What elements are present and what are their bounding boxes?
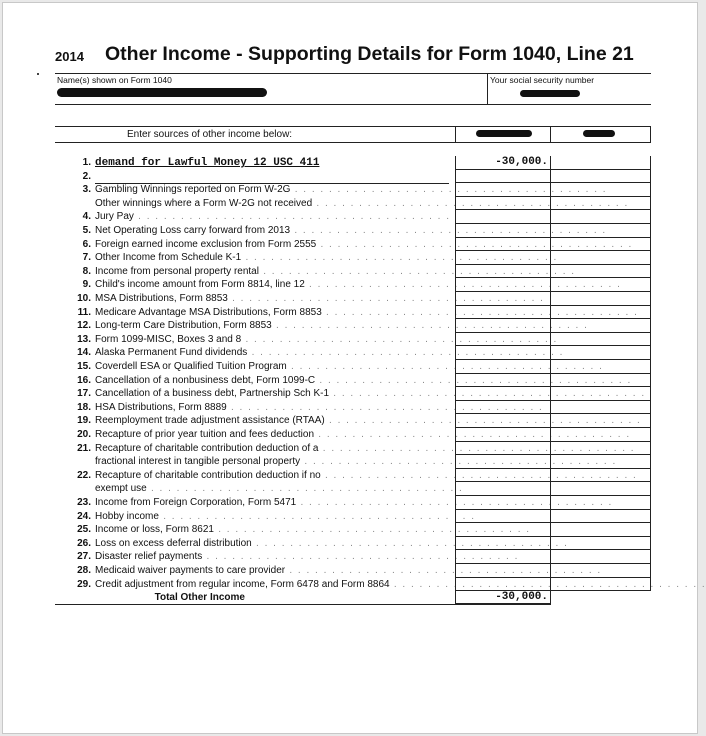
line-description-text: Child's income amount from Form 8814, line 12 bbox=[95, 279, 305, 291]
line-description-text: Form 1099-MISC, Boxes 3 and 8 bbox=[95, 333, 242, 345]
amount-cell[interactable] bbox=[455, 401, 551, 415]
amount-cell[interactable] bbox=[455, 346, 551, 360]
line-description-text: Recapture of charitable contribution deduction if no bbox=[95, 469, 321, 481]
line1-underline bbox=[95, 183, 449, 184]
line-description bbox=[95, 497, 613, 508]
second-amount-cell[interactable] bbox=[551, 578, 651, 592]
line-number: 17. bbox=[77, 388, 91, 400]
second-amount-cell[interactable] bbox=[551, 251, 651, 265]
line-number: 26. bbox=[77, 537, 91, 549]
table-row bbox=[55, 278, 651, 292]
line-description-text: Other winnings where a Form W-2G not received bbox=[95, 197, 313, 209]
table-row bbox=[55, 156, 651, 170]
second-amount-cell[interactable] bbox=[551, 387, 651, 401]
line-description bbox=[95, 306, 639, 318]
line-description bbox=[95, 429, 631, 440]
table-row bbox=[55, 224, 651, 238]
leader-dots: . . . . . . . . . . . . . . . . . . . . . . . . . . . . . . . . . . . . . bbox=[251, 537, 569, 549]
line-number: 13. bbox=[77, 333, 91, 345]
table-row bbox=[55, 455, 651, 469]
leader-dots: . . . . . . . . . . . . . . . . . . . . . . . . . . . . . . . . . . . . . bbox=[226, 401, 544, 413]
second-amount-cell[interactable] bbox=[551, 537, 651, 551]
amount-cell[interactable] bbox=[455, 414, 551, 428]
amount-cell[interactable] bbox=[455, 210, 551, 224]
second-amount-cell[interactable] bbox=[551, 210, 651, 224]
table-row bbox=[55, 401, 651, 415]
line-description-text: Credit adjustment from regular income, Form 6478 and Form 8864 bbox=[95, 578, 390, 590]
line-description bbox=[95, 442, 636, 454]
amount-cell[interactable] bbox=[455, 550, 551, 564]
line-description-text: Foreign earned income exclusion from Form 2555 bbox=[95, 238, 317, 250]
line-number: 14. bbox=[77, 347, 91, 359]
amount-cell[interactable] bbox=[455, 374, 551, 388]
amount-cell[interactable] bbox=[455, 469, 551, 483]
second-amount-cell[interactable] bbox=[551, 455, 651, 469]
second-amount-cell[interactable] bbox=[551, 306, 651, 320]
line-description bbox=[95, 320, 589, 332]
line-description bbox=[95, 565, 602, 576]
line-number: 3. bbox=[82, 184, 91, 196]
line-description bbox=[95, 456, 617, 468]
line-number: 28. bbox=[77, 565, 91, 576]
line-description-text: MSA Distributions, Form 8853 bbox=[95, 293, 228, 304]
line-number: 25. bbox=[77, 524, 91, 536]
taxpayer-id-box bbox=[55, 73, 651, 105]
leader-dots: . . . . . . . . . . . . . . . . . . . . . . . . . . . . . . . . . . . . . bbox=[304, 279, 622, 291]
table-row bbox=[55, 170, 651, 184]
amount-cell[interactable] bbox=[455, 265, 551, 279]
amount-cell[interactable] bbox=[455, 197, 551, 211]
leader-dots: . . . . . . . . . . . . . . . . . . . . . . . . . . . . . . . . . . . . . bbox=[271, 320, 589, 332]
second-amount-cell[interactable] bbox=[551, 156, 651, 170]
amount-cell[interactable] bbox=[455, 278, 551, 292]
leader-dots: . . . . . . . . . . . . . . . . . . . . . . . . . . . . . . . . . . . . . bbox=[241, 252, 558, 264]
line-number: 24. bbox=[77, 510, 91, 522]
name-label: Name(s) shown on Form 1040 bbox=[57, 75, 172, 85]
table-row bbox=[55, 346, 651, 360]
leader-dots: . . . . . . . . . . . . . . . . . . . . . . . . . . . . . . . . . . . . . bbox=[321, 306, 639, 318]
table-row bbox=[55, 374, 651, 388]
line-description bbox=[95, 225, 607, 236]
line-description bbox=[95, 279, 622, 291]
leader-dots: . . . . . . . . . . . . . . . . . . . . . . . . . . . . . . . . . . . . . bbox=[133, 211, 451, 223]
table-row bbox=[55, 197, 651, 211]
leader-dots: . . . . . . . . . . . . . . . . . . . . . . . . . . . . . . . . . . . . . bbox=[202, 551, 519, 563]
amount-cell[interactable] bbox=[455, 156, 551, 170]
leader-dots: . . . . . . . . . . . . . . . . . . . . . . . . . . . . . . . . . . . . . bbox=[290, 184, 608, 196]
amount-cell[interactable] bbox=[455, 537, 551, 551]
line-description-text: exempt use bbox=[95, 483, 147, 495]
leader-dots: . . . . . . . . . . . . . . . . . . . . . . . . . . . . . . . . . . . . . bbox=[241, 333, 558, 345]
line-description-text: Cancellation of a business debt, Partnership Sch K-1 bbox=[95, 388, 330, 400]
redacted-header-2 bbox=[583, 130, 615, 137]
leader-dots: . . . . . . . . . . . . . . . . . . . . . . . . . . . . . . . . . . . . . bbox=[296, 497, 613, 508]
table-row bbox=[55, 319, 651, 333]
line-number: 2. bbox=[82, 170, 91, 182]
line-description bbox=[95, 252, 558, 264]
table-row bbox=[55, 469, 651, 483]
line-description bbox=[95, 211, 455, 222]
table-row bbox=[55, 251, 651, 265]
line-description-text: Alaska Permanent Fund dividends bbox=[95, 347, 248, 359]
second-amount-cell[interactable] bbox=[551, 170, 651, 184]
line-description-text: fractional interest in tangible personal property bbox=[95, 456, 301, 468]
line-description bbox=[95, 157, 455, 169]
total-bottom-rule bbox=[55, 604, 455, 605]
amount-cell[interactable] bbox=[455, 523, 551, 537]
leader-dots: . . . . . . . . . . . . . . . . . . . . . . . . . . . . . . . . . . . . . bbox=[258, 265, 576, 277]
line-description bbox=[95, 510, 476, 522]
leader-dots: . . . . . . . . . . . . . . . . . . . . . . . . . . . . . . . . . . . . . bbox=[318, 442, 636, 454]
line-description bbox=[95, 401, 544, 413]
line-number: 18. bbox=[77, 401, 91, 413]
line-description-text: Cancellation of a nonbusiness debt, Form 1099-C bbox=[95, 374, 316, 386]
ssn-field bbox=[487, 74, 652, 104]
table-row bbox=[55, 306, 651, 320]
line-description bbox=[95, 184, 608, 196]
leader-dots: . . . . . . . . . . . . . . . . . . . . . . . . . . . . . . . . . . . . . bbox=[315, 374, 632, 386]
amount-cell[interactable] bbox=[455, 333, 551, 347]
amount-cell[interactable] bbox=[455, 292, 551, 306]
amount-cell[interactable] bbox=[455, 455, 551, 469]
amount-cell[interactable] bbox=[455, 319, 551, 333]
second-amount-cell[interactable] bbox=[551, 469, 651, 483]
form-page bbox=[2, 2, 706, 734]
ssn-label: Your social security number bbox=[490, 75, 595, 85]
amount-cell[interactable] bbox=[455, 510, 551, 524]
second-amount-cell[interactable] bbox=[551, 333, 651, 347]
amount-cell[interactable] bbox=[455, 183, 551, 197]
line-description bbox=[95, 361, 604, 372]
table-row bbox=[55, 183, 651, 197]
line-description bbox=[95, 347, 564, 359]
line-number: 29. bbox=[77, 578, 91, 590]
table-row bbox=[55, 238, 651, 252]
table-row bbox=[55, 482, 651, 496]
line-description bbox=[95, 415, 642, 427]
amount-cell[interactable] bbox=[455, 442, 551, 456]
line-number: 6. bbox=[82, 238, 91, 250]
leader-dots: . . . . . . . . . . . . . . . . . . . . . . . . . . . . . . . . . . . . . bbox=[247, 347, 564, 359]
amount-cell[interactable] bbox=[455, 224, 551, 238]
line-number: 16. bbox=[77, 374, 91, 386]
table-row bbox=[55, 210, 651, 224]
table-row bbox=[55, 578, 706, 592]
second-amount-cell[interactable] bbox=[551, 265, 651, 279]
second-amount-cell[interactable] bbox=[551, 292, 651, 306]
line-number: 7. bbox=[82, 252, 91, 264]
second-amount-cell[interactable] bbox=[551, 224, 651, 238]
leader-dots: . . . . . . . . . . . . . . . . . . . . . . . . . . . . . . . . . . . . . bbox=[286, 361, 604, 372]
total-label: Total Other Income bbox=[154, 592, 245, 604]
table-row bbox=[55, 292, 651, 306]
total-amount: -30,000. bbox=[495, 591, 548, 604]
second-amount-cell[interactable] bbox=[551, 523, 651, 537]
line-number: 10. bbox=[77, 293, 91, 304]
column-header-text: Enter sources of other income below: bbox=[127, 129, 293, 140]
line-description bbox=[95, 388, 646, 400]
margin-mark bbox=[37, 73, 39, 75]
line-description bbox=[95, 578, 706, 590]
leader-dots: . . . . . . . . . . . . . . . . . . . . . . . . . . . . . . . . . . . . . bbox=[300, 456, 617, 468]
second-amount-cell[interactable] bbox=[551, 319, 651, 333]
second-amount-cell[interactable] bbox=[551, 183, 651, 197]
line-description-text: Recapture of charitable contribution deduction of a bbox=[95, 442, 319, 454]
line-number: 20. bbox=[77, 429, 91, 440]
line-description-text: Medicaid waiver payments to care provider bbox=[95, 565, 286, 576]
line-number: 12. bbox=[77, 320, 91, 332]
leader-dots: . . . . . . . . . . . . . . . . . . . . . . . . . . . . . . . . . . . . . bbox=[146, 483, 464, 495]
line-description bbox=[95, 483, 464, 495]
amount-cell[interactable] bbox=[455, 238, 551, 252]
line-description-text: Other Income from Schedule K-1 bbox=[95, 252, 242, 264]
second-amount-cell[interactable] bbox=[551, 278, 651, 292]
second-amount-cell[interactable] bbox=[551, 428, 651, 442]
redacted-header-1 bbox=[476, 130, 532, 137]
second-amount-cell[interactable] bbox=[551, 360, 651, 374]
amount-cell[interactable] bbox=[455, 360, 551, 374]
line-number: 8. bbox=[82, 265, 91, 277]
table-row bbox=[55, 360, 651, 374]
leader-dots: . . . . . . . . . . . . . . . . . . . . . . . . . . . . . . . . . . . . . bbox=[314, 429, 631, 440]
line-description-text: Medicare Advantage MSA Distributions, Form 8853 bbox=[95, 306, 322, 318]
amount-value: -30,000. bbox=[495, 156, 548, 168]
line-number: 1. bbox=[82, 157, 91, 168]
line-description-text: Loss on excess deferral distribution bbox=[95, 537, 252, 549]
taxpayer-name-field bbox=[55, 74, 485, 104]
leader-dots: . . . . . . . . . . . . . . . . . . . . . . . . . . . . . . . . . . . . . bbox=[158, 510, 476, 522]
line-description bbox=[95, 469, 638, 481]
line-number: 19. bbox=[77, 415, 91, 427]
table-row bbox=[55, 387, 651, 401]
table-row bbox=[55, 428, 651, 442]
line-number: 9. bbox=[82, 279, 91, 291]
line-number: 15. bbox=[77, 361, 91, 372]
line-description bbox=[95, 333, 558, 345]
amount-cell[interactable] bbox=[455, 564, 551, 578]
line-description-text: Hobby income bbox=[95, 510, 159, 522]
line-description-text: Recapture of prior year tuition and fees deduction bbox=[95, 429, 315, 440]
amount-cell[interactable] bbox=[455, 251, 551, 265]
second-amount-cell[interactable] bbox=[551, 482, 651, 496]
line-number: 11. bbox=[77, 306, 91, 318]
redacted-ssn bbox=[520, 90, 580, 97]
line-number: 22. bbox=[77, 469, 91, 481]
leader-dots: . . . . . . . . . . . . . . . . . . . . . . . . . . . . . . . . . . . . . bbox=[324, 415, 642, 427]
line-description-text: Income or loss, Form 8621 bbox=[95, 524, 214, 536]
line-description bbox=[95, 537, 569, 549]
table-header bbox=[55, 126, 651, 143]
leader-dots: . . . . . . . . . . . . . . . . . . . . . . . . . . . . . . . . . . . . . bbox=[213, 524, 531, 536]
line-number: 4. bbox=[82, 211, 91, 223]
line-description bbox=[95, 265, 576, 277]
line-description-text: Gambling Winnings reported on Form W-2G bbox=[95, 184, 291, 196]
tax-year: 2014 bbox=[55, 49, 84, 64]
line-description bbox=[95, 197, 629, 209]
table-row bbox=[55, 333, 651, 347]
line-description-text: demand for Lawful Money 12 USC 411 bbox=[95, 157, 320, 169]
second-amount-cell[interactable] bbox=[551, 564, 651, 578]
total-row bbox=[55, 591, 651, 605]
leader-dots: . . . . . . . . . . . . . . . . . . . . . . . . . . . . . . . . . . . . . bbox=[389, 578, 706, 590]
leader-dots: . . . . . . . . . . . . . . . . . . . . . . . . . . . . . . . . . . . . . bbox=[320, 469, 638, 481]
second-amount-cell[interactable] bbox=[551, 401, 651, 415]
form-title: Other Income - Supporting Details for Form 1040, Line 21 bbox=[105, 43, 634, 65]
amount-cell[interactable] bbox=[455, 306, 551, 320]
leader-dots: . . . . . . . . . . . . . . . . . . . . . . . . . . . . . . . . . . . . . bbox=[227, 293, 545, 304]
header-amount-col bbox=[455, 126, 551, 143]
second-amount-cell[interactable] bbox=[551, 442, 651, 456]
line-description bbox=[95, 374, 632, 386]
leader-dots: . . . . . . . . . . . . . . . . . . . . . . . . . . . . . . . . . . . . . bbox=[285, 565, 602, 576]
table-row bbox=[55, 523, 651, 537]
amount-cell[interactable] bbox=[455, 428, 551, 442]
line-description-text: Jury Pay bbox=[95, 211, 134, 223]
line-description-text: HSA Distributions, Form 8889 bbox=[95, 401, 227, 413]
amount-cell[interactable] bbox=[455, 387, 551, 401]
leader-dots: . . . . . . . . . . . . . . . . . . . . . . . . . . . . . . . . . . . . . bbox=[329, 388, 646, 400]
amount-cell[interactable] bbox=[455, 578, 551, 592]
second-amount-cell[interactable] bbox=[551, 346, 651, 360]
second-amount-cell[interactable] bbox=[551, 238, 651, 252]
table-row bbox=[55, 510, 651, 524]
line-description-text: Long-term Care Distribution, Form 8853 bbox=[95, 320, 272, 332]
leader-dots: . . . . . . . . . . . . . . . . . . . . . . . . . . . . . . . . . . . . . bbox=[290, 225, 607, 236]
second-amount-cell[interactable] bbox=[551, 414, 651, 428]
leader-dots: . . . . . . . . . . . . . . . . . . . . . . . . . . . . . . . . . . . . . bbox=[312, 197, 629, 209]
table-row bbox=[55, 496, 651, 510]
table-row bbox=[55, 537, 651, 551]
line-description-text: Coverdell ESA or Qualified Tuition Program bbox=[95, 361, 287, 372]
line-description-text: Income from Foreign Corporation, Form 5471 bbox=[95, 497, 297, 508]
form-header bbox=[55, 43, 655, 73]
line-description bbox=[95, 551, 519, 563]
total-amount-cell[interactable] bbox=[455, 591, 551, 605]
line-description bbox=[95, 293, 545, 304]
amount-cell[interactable] bbox=[455, 496, 551, 510]
second-amount-cell[interactable] bbox=[551, 374, 651, 388]
table-row bbox=[55, 265, 651, 279]
line-description-text: Net Operating Loss carry forward from 2013 bbox=[95, 225, 291, 236]
table-row bbox=[55, 550, 651, 564]
line-number: 27. bbox=[77, 551, 91, 563]
second-amount-cell[interactable] bbox=[551, 496, 651, 510]
second-amount-cell[interactable] bbox=[551, 510, 651, 524]
table-row bbox=[55, 414, 651, 428]
amount-cell[interactable] bbox=[455, 170, 551, 184]
line-description bbox=[95, 524, 531, 536]
table-row bbox=[55, 442, 651, 456]
leader-dots: . . . . . . . . . . . . . . . . . . . . . . . . . . . . . . . . . . . . . bbox=[316, 238, 633, 250]
line-description-text: Income from personal property rental bbox=[95, 265, 259, 277]
line-number: 5. bbox=[82, 225, 91, 236]
second-amount-cell[interactable] bbox=[551, 550, 651, 564]
line-description-text: Reemployment trade adjustment assistance (RTAA) bbox=[95, 415, 325, 427]
line-description-text: Disaster relief payments bbox=[95, 551, 203, 563]
second-amount-cell[interactable] bbox=[551, 197, 651, 211]
header-second-col bbox=[551, 126, 651, 143]
line-number: 21. bbox=[77, 442, 91, 454]
redacted-name bbox=[57, 88, 267, 97]
amount-cell[interactable] bbox=[455, 482, 551, 496]
table-row bbox=[55, 564, 651, 578]
line-description bbox=[95, 238, 633, 250]
line-number: 23. bbox=[77, 497, 91, 508]
